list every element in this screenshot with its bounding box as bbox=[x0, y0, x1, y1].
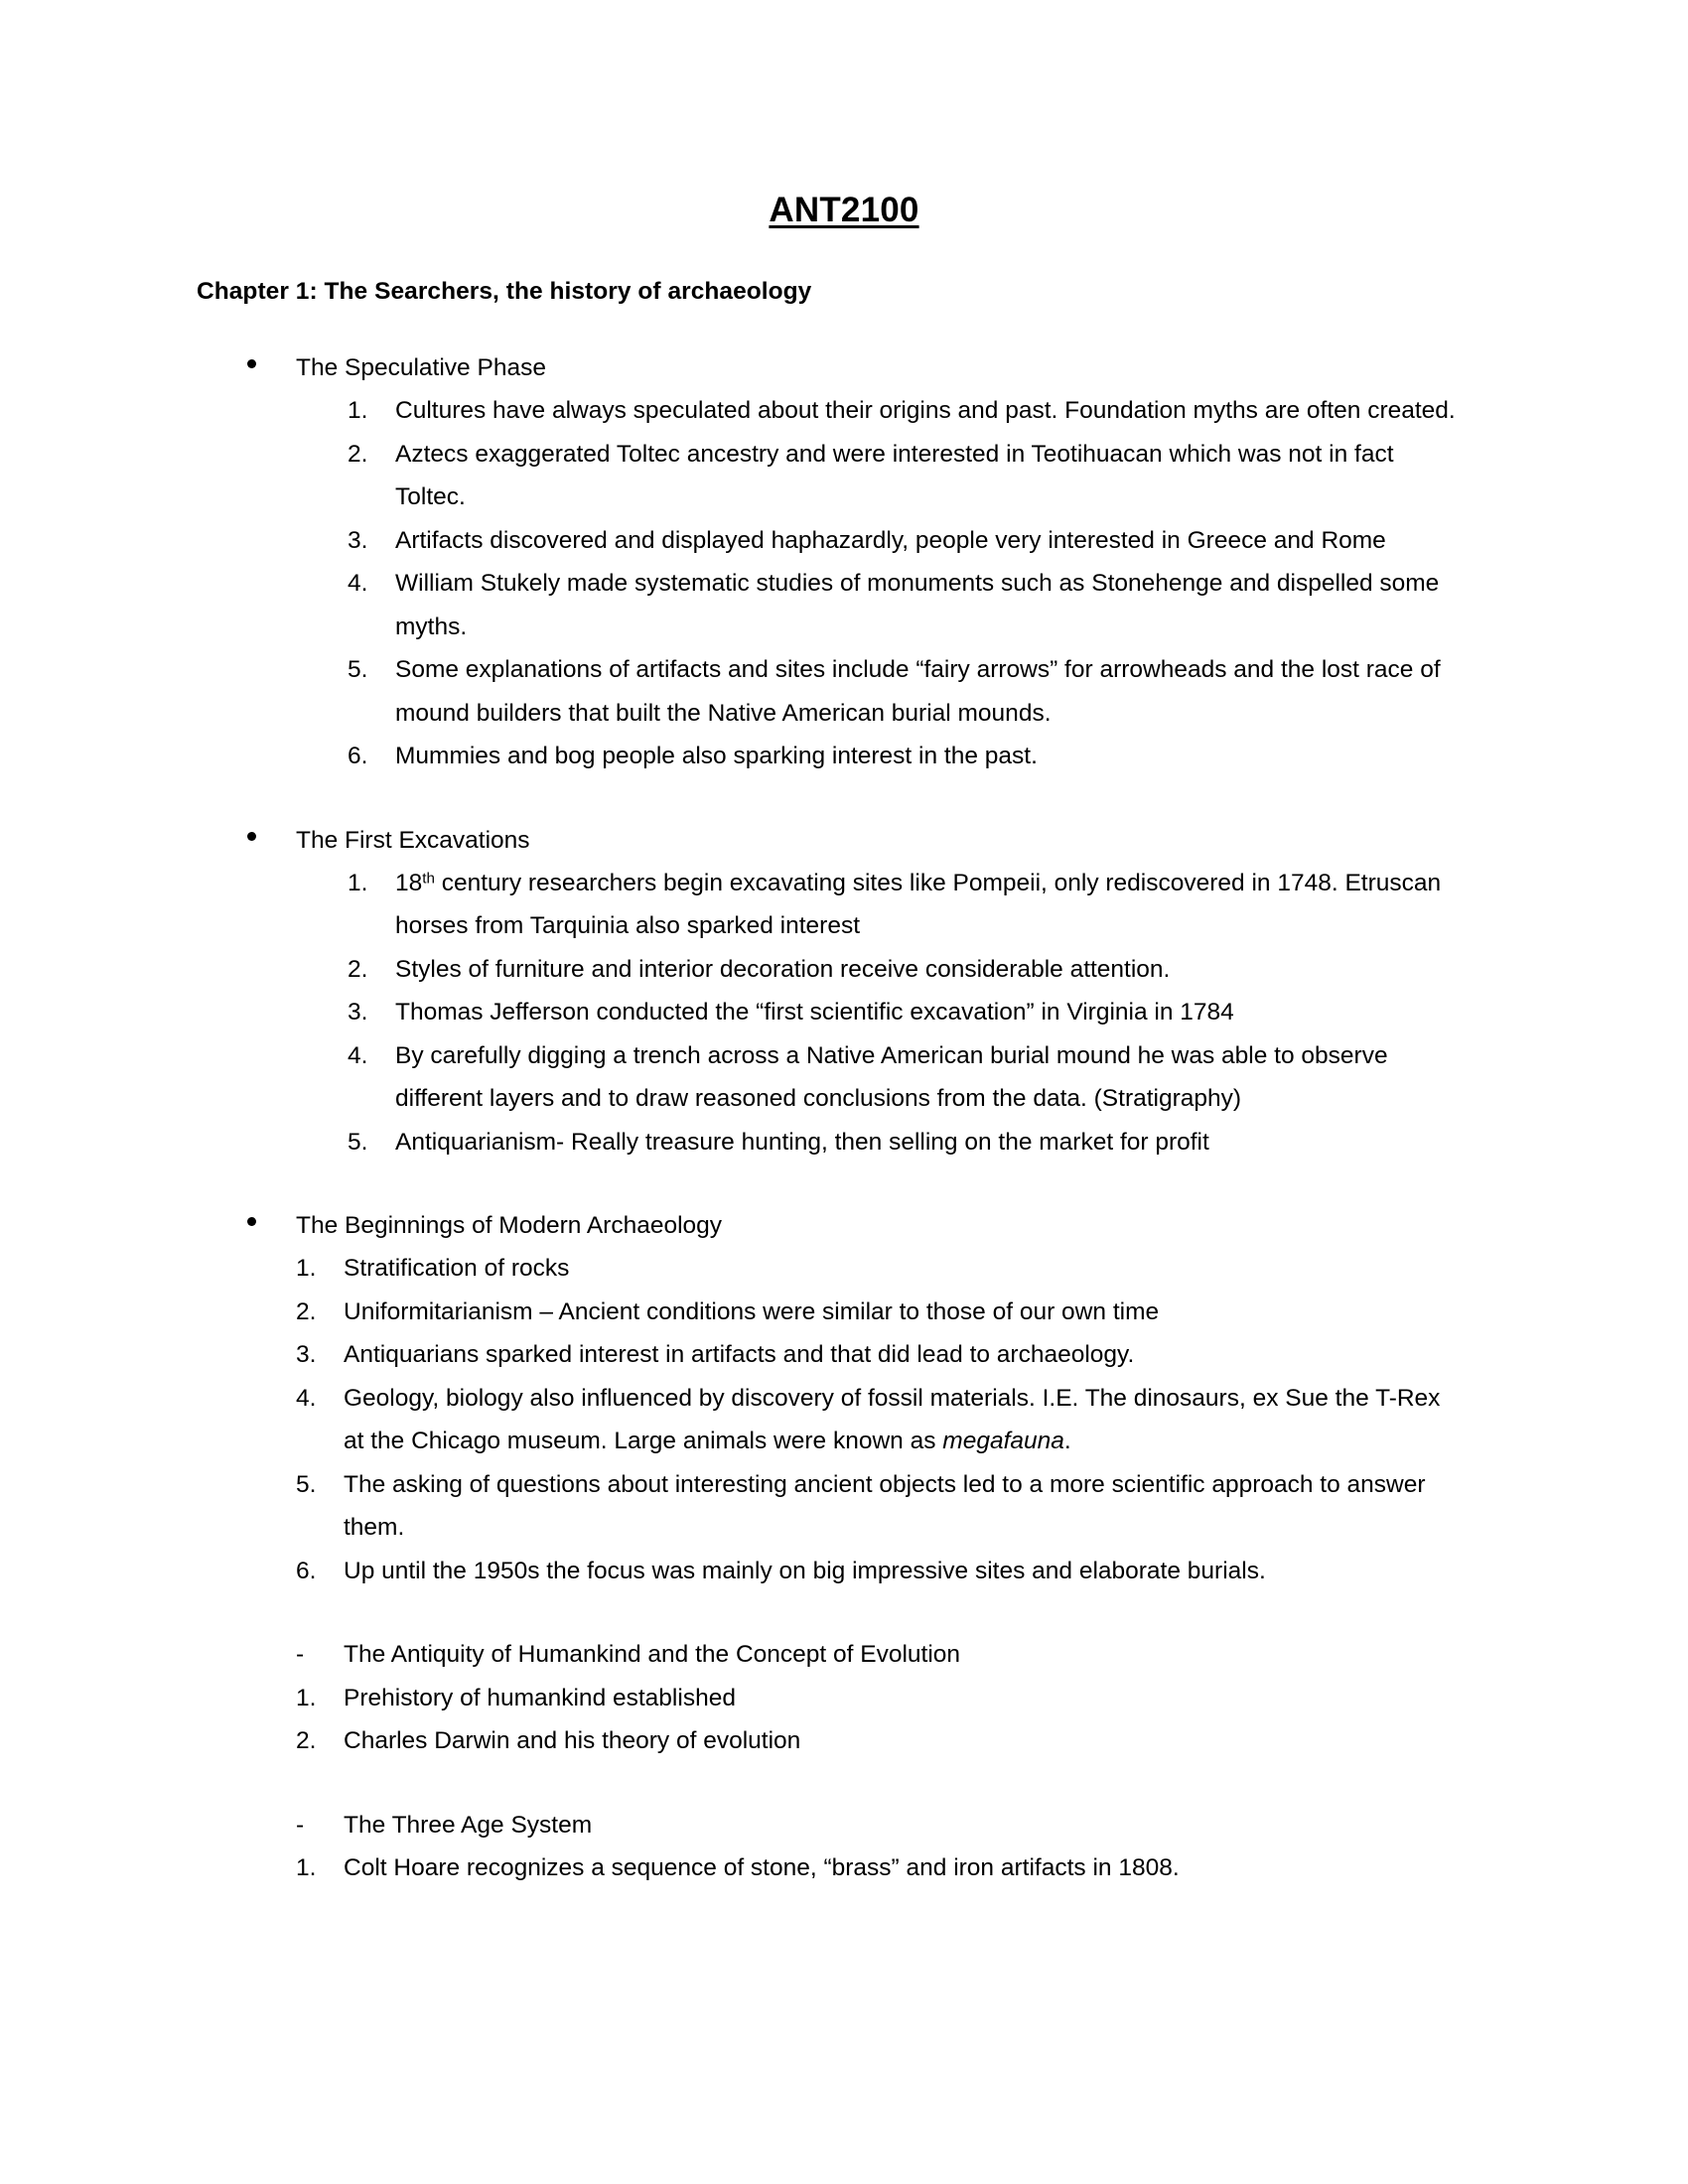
list-item-number: 6. bbox=[296, 1557, 317, 1584]
list-item-number: 2. bbox=[296, 1297, 317, 1325]
list-item-text: William Stukely made systematic studies of monuments such as Stonehenge and dispelled some myths. bbox=[395, 570, 1440, 640]
list-item bbox=[0, 735, 1688, 778]
list-item-text-post: century researchers begin excavating sites like Pompeii, only rediscovered in 1748. Etruscan horses from Tarquinia also sparked interest bbox=[395, 869, 1442, 939]
list-item bbox=[0, 562, 1688, 648]
list-item bbox=[0, 1463, 1688, 1550]
list-item-text: Prehistory of humankind established bbox=[344, 1684, 736, 1711]
list-item bbox=[0, 1377, 1688, 1463]
section-heading-label: The Speculative Phase bbox=[296, 354, 546, 381]
list-item bbox=[0, 1247, 1688, 1291]
section-spacer bbox=[0, 1163, 1688, 1204]
list-item bbox=[0, 1333, 1688, 1377]
list-item-number: 1. bbox=[296, 1255, 317, 1282]
ordinal-superscript: th bbox=[422, 870, 435, 887]
list-item-text: Uniformitarianism – Ancient conditions were similar to those of our own time bbox=[344, 1297, 1160, 1325]
list-item-text: Up until the 1950s the focus was mainly on big impressive sites and elaborate burials. bbox=[344, 1557, 1266, 1584]
list-item-text: Antiquarianism- Really treasure hunting, then selling on the market for profit bbox=[395, 1128, 1209, 1156]
list-item-number: 1. bbox=[348, 869, 368, 896]
list-item bbox=[0, 948, 1688, 992]
page-title: ANT2100 bbox=[769, 191, 919, 229]
list-item-text: By carefully digging a trench across a Native American burial mound he was able to observe different layers and to draw reasoned conclusions from the data. (Stratigraphy) bbox=[395, 1041, 1388, 1112]
list-item-text: The asking of questions about interesting ancient objects led to a more scientific approach to answer them. bbox=[344, 1470, 1426, 1541]
list-item-text: Aztecs exaggerated Toltec ancestry and were interested in Teotihuacan which was not in fact Toltec. bbox=[395, 440, 1394, 510]
section-heading-row bbox=[0, 346, 1688, 389]
section-spacer bbox=[0, 778, 1688, 819]
list-item-number: 2. bbox=[348, 955, 368, 983]
list-item-text: Antiquarians sparked interest in artifacts and that did lead to archaeology. bbox=[344, 1341, 1135, 1368]
list-item-text: Some explanations of artifacts and sites include “fairy arrows” for arrowheads and the lost race of mound builders that built the Native American burial mounds. bbox=[395, 656, 1441, 727]
list-item-text: Charles Darwin and his theory of evolution bbox=[344, 1727, 801, 1754]
list-item-text: Artifacts discovered and displayed haphazardly, people very interested in Greece and Rome bbox=[395, 526, 1386, 554]
list-item bbox=[0, 648, 1688, 735]
list-item bbox=[0, 1846, 1688, 1890]
chapter-heading: Chapter 1: The Searchers, the history of archaeology bbox=[197, 278, 812, 305]
outline-section bbox=[0, 819, 1688, 1164]
dash-marker-icon: - bbox=[296, 1641, 305, 1668]
section-heading-row bbox=[0, 1633, 1688, 1677]
list-item bbox=[0, 1034, 1688, 1121]
section-heading-label: The Three Age System bbox=[344, 1811, 593, 1839]
list-item bbox=[0, 1121, 1688, 1164]
list-item bbox=[0, 433, 1688, 519]
section-spacer bbox=[0, 1592, 1688, 1633]
emphasized-term: megafauna bbox=[942, 1428, 1064, 1454]
list-item-text: Styles of furniture and interior decoration receive considerable attention. bbox=[395, 955, 1171, 983]
list-item-number: 2. bbox=[296, 1727, 317, 1754]
outline-section bbox=[0, 1633, 1688, 1763]
section-heading-row bbox=[0, 819, 1688, 862]
list-item-text bbox=[344, 1377, 1462, 1463]
list-item-text: Stratification of rocks bbox=[344, 1255, 570, 1282]
outline-section bbox=[0, 1204, 1688, 1592]
list-item-number: 4. bbox=[348, 1041, 368, 1069]
list-item-number: 6. bbox=[348, 743, 368, 769]
list-item-number: 1. bbox=[296, 1684, 317, 1711]
list-item-number: 5. bbox=[296, 1470, 317, 1498]
section-heading-label: The Beginnings of Modern Archaeology bbox=[296, 1212, 723, 1239]
section-spacer bbox=[0, 306, 1688, 346]
list-item-text: Mummies and bog people also sparking interest in the past. bbox=[395, 743, 1038, 769]
bullet-icon bbox=[246, 346, 296, 389]
section-heading-row bbox=[0, 1204, 1688, 1247]
outline-section bbox=[0, 1804, 1688, 1890]
list-item-text bbox=[395, 862, 1462, 948]
list-item bbox=[0, 1719, 1688, 1763]
list-item-number: 3. bbox=[296, 1341, 317, 1368]
outline-body bbox=[0, 306, 1688, 1890]
dash-marker-icon: - bbox=[296, 1811, 305, 1839]
section-heading-label: The First Excavations bbox=[296, 826, 530, 854]
list-item-number: 4. bbox=[296, 1384, 317, 1412]
list-item-number: 2. bbox=[348, 440, 368, 468]
list-item bbox=[0, 1291, 1688, 1334]
outline-section bbox=[0, 346, 1688, 778]
list-item-text: Thomas Jefferson conducted the “first scientific excavation” in Virginia in 1784 bbox=[395, 999, 1234, 1025]
list-item-text-pre: Geology, biology also influenced by discovery of fossil materials. I.E. The dinosaurs, ex Sue the T-Rex at the Chicago museum. Large animals were known as bbox=[344, 1384, 1441, 1454]
list-item-number: 4. bbox=[348, 570, 368, 597]
list-item bbox=[0, 1550, 1688, 1593]
section-spacer bbox=[0, 1763, 1688, 1804]
list-item-text-post: . bbox=[1063, 1428, 1071, 1454]
list-item-number: 1. bbox=[296, 1854, 317, 1881]
bullet-icon bbox=[246, 1204, 296, 1247]
list-item-text: Cultures have always speculated about their origins and past. Foundation myths are often created. bbox=[395, 397, 1456, 424]
list-item-number: 3. bbox=[348, 526, 368, 554]
list-item-number: 1. bbox=[348, 397, 368, 424]
list-item bbox=[0, 389, 1688, 433]
section-heading-row bbox=[0, 1804, 1688, 1847]
list-item-number: 5. bbox=[348, 656, 368, 683]
list-item-number: 5. bbox=[348, 1128, 368, 1156]
list-item bbox=[0, 1677, 1688, 1720]
bullet-icon bbox=[246, 819, 296, 862]
list-item-text: Colt Hoare recognizes a sequence of stone, “brass” and iron artifacts in 1808. bbox=[344, 1854, 1180, 1881]
section-heading-label: The Antiquity of Humankind and the Concept of Evolution bbox=[344, 1641, 961, 1668]
list-item bbox=[0, 862, 1688, 948]
list-item bbox=[0, 519, 1688, 563]
list-item-text-pre: 18 bbox=[395, 869, 423, 896]
list-item bbox=[0, 991, 1688, 1034]
list-item-number: 3. bbox=[348, 999, 368, 1025]
